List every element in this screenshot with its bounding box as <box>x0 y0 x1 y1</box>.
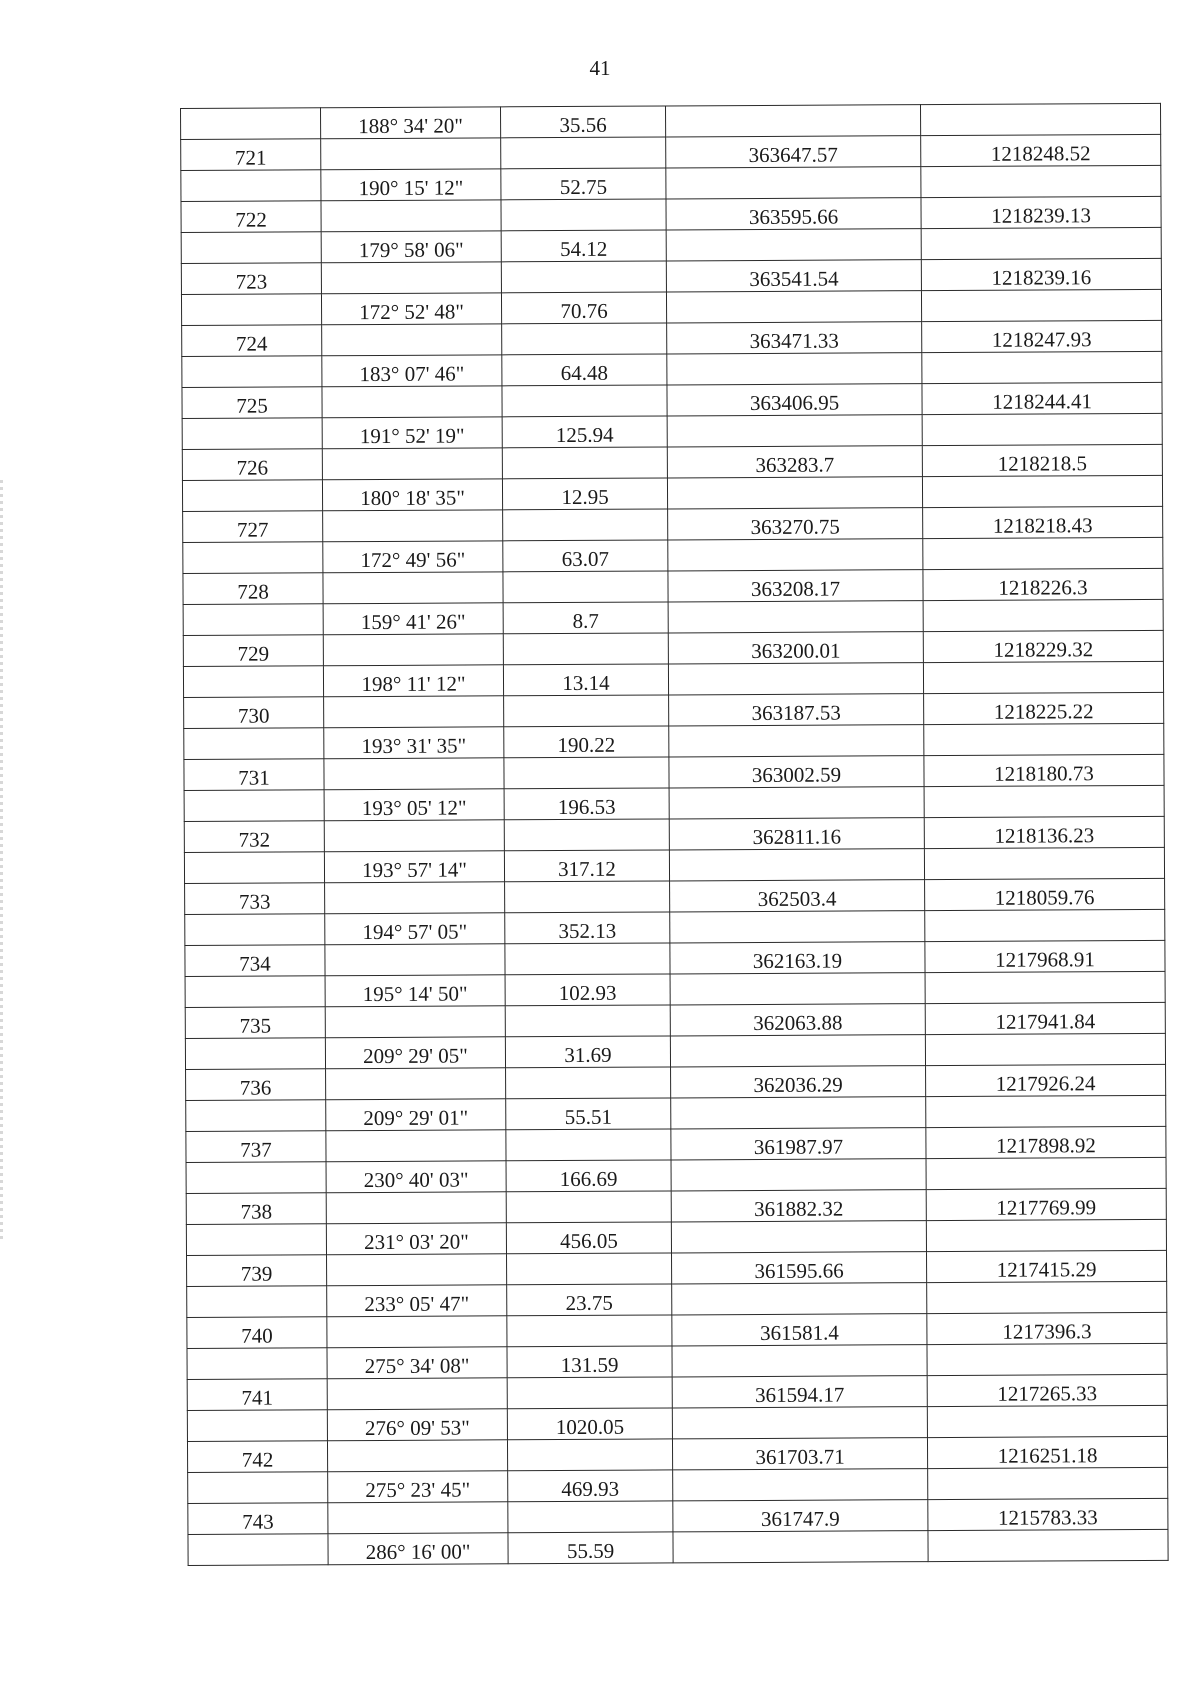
station-row <box>182 444 1162 480</box>
distance-cell: 190.22 <box>504 726 669 758</box>
bearing-cell: 193° 57' 14" <box>324 851 504 883</box>
station-cell <box>187 1348 327 1380</box>
station-cell <box>182 480 322 512</box>
traverse-line-row <box>184 723 1164 759</box>
distance-cell <box>502 385 667 417</box>
station-row <box>186 1126 1166 1162</box>
distance-cell <box>505 1005 670 1037</box>
station-cell: 731 <box>184 759 324 791</box>
distance-cell <box>504 695 669 727</box>
station-cell: 740 <box>187 1317 327 1349</box>
northing-cell <box>672 1283 927 1315</box>
distance-cell: 166.69 <box>506 1160 671 1192</box>
station-row <box>186 1064 1166 1100</box>
traverse-line-row <box>181 227 1161 263</box>
easting-cell <box>924 847 1164 879</box>
easting-cell <box>921 227 1161 259</box>
bearing-cell <box>323 572 503 604</box>
northing-cell: 363283.7 <box>667 446 922 478</box>
station-cell: 739 <box>187 1255 327 1287</box>
easting-cell <box>923 599 1163 631</box>
traverse-line-row <box>181 165 1161 201</box>
station-row <box>187 1312 1167 1348</box>
bearing-cell <box>322 386 502 418</box>
northing-cell <box>668 539 923 571</box>
station-cell <box>185 976 325 1008</box>
distance-cell: 35.56 <box>500 106 665 138</box>
station-cell <box>184 852 324 884</box>
bearing-cell: 159° 41' 26" <box>323 603 503 635</box>
station-cell: 722 <box>181 201 321 233</box>
page-number: 41 <box>589 56 611 80</box>
station-cell: 734 <box>185 945 325 977</box>
distance-cell: 317.12 <box>504 850 669 882</box>
bearing-cell: 194° 57' 05" <box>325 913 505 945</box>
northing-cell <box>671 1159 926 1191</box>
easting-cell: 1218180.73 <box>924 754 1164 786</box>
station-row <box>184 692 1164 728</box>
easting-cell <box>926 1157 1166 1189</box>
station-cell: 741 <box>187 1379 327 1411</box>
station-row <box>183 506 1163 542</box>
station-cell <box>188 1472 328 1504</box>
bearing-cell <box>327 1316 507 1348</box>
station-cell: 730 <box>184 697 324 729</box>
traverse-line-row <box>183 599 1163 635</box>
distance-cell: 64.48 <box>502 354 667 386</box>
station-row <box>183 630 1163 666</box>
station-row <box>187 1374 1167 1410</box>
distance-cell: 1020.05 <box>507 1408 672 1440</box>
traverse-line-row <box>186 1095 1166 1131</box>
northing-cell: 361703.71 <box>672 1438 927 1470</box>
easting-cell: 1218229.32 <box>923 630 1163 662</box>
northing-cell: 363541.54 <box>666 260 921 292</box>
easting-cell: 1217396.3 <box>927 1312 1167 1344</box>
traverse-line-row <box>181 289 1161 325</box>
station-cell: 725 <box>182 387 322 419</box>
traverse-line-row <box>184 785 1164 821</box>
station-cell <box>182 356 322 388</box>
northing-cell: 362503.4 <box>670 880 925 912</box>
station-row <box>181 258 1161 294</box>
easting-cell: 1217415.29 <box>926 1250 1166 1282</box>
distance-cell <box>505 943 670 975</box>
easting-cell: 1217941.84 <box>925 1002 1165 1034</box>
northing-cell <box>669 787 924 819</box>
distance-cell <box>507 1439 672 1471</box>
easting-cell <box>922 413 1162 445</box>
station-row <box>184 816 1164 852</box>
traverse-line-row <box>188 1529 1168 1565</box>
bearing-cell: 172° 49' 56" <box>323 541 503 573</box>
distance-cell <box>501 261 666 293</box>
traverse-line-row <box>181 103 1161 139</box>
distance-cell: 23.75 <box>507 1284 672 1316</box>
northing-cell: 363595.66 <box>666 198 921 230</box>
traverse-line-row <box>185 971 1165 1007</box>
bearing-cell <box>327 1254 507 1286</box>
station-cell <box>183 604 323 636</box>
easting-cell <box>920 103 1160 135</box>
bearing-cell <box>326 1130 506 1162</box>
northing-cell: 361987.97 <box>671 1128 926 1160</box>
easting-cell: 1218136.23 <box>924 816 1164 848</box>
easting-cell: 1218244.41 <box>922 382 1162 414</box>
bearing-cell <box>326 1192 506 1224</box>
bearing-cell: 230° 40' 03" <box>326 1161 506 1193</box>
table-body <box>181 103 1169 1565</box>
northing-cell <box>672 1407 927 1439</box>
northing-cell <box>673 1531 928 1563</box>
station-cell: 737 <box>186 1131 326 1163</box>
northing-cell: 363200.01 <box>668 632 923 664</box>
bearing-cell <box>326 1068 506 1100</box>
northing-cell <box>666 229 921 261</box>
easting-cell <box>927 1343 1167 1375</box>
distance-cell: 13.14 <box>503 664 668 696</box>
traverse-line-row <box>185 1033 1165 1069</box>
station-row <box>186 1188 1166 1224</box>
bearing-cell <box>323 510 503 542</box>
station-cell: 727 <box>183 511 323 543</box>
northing-cell <box>667 353 922 385</box>
easting-cell: 1215783.33 <box>928 1498 1168 1530</box>
station-cell: 743 <box>188 1503 328 1535</box>
easting-cell <box>921 165 1161 197</box>
bearing-cell: 180° 18' 35" <box>322 479 502 511</box>
traverse-line-row <box>183 537 1163 573</box>
bearing-cell: 191° 52' 19" <box>322 417 502 449</box>
northing-cell: 363406.95 <box>667 384 922 416</box>
bearing-cell: 195° 14' 50" <box>325 975 505 1007</box>
easting-cell: 1218239.13 <box>921 196 1161 228</box>
northing-cell <box>671 1221 926 1253</box>
station-row <box>183 568 1163 604</box>
bearing-cell: 233° 05' 47" <box>327 1285 507 1317</box>
northing-cell: 362063.88 <box>670 1004 925 1036</box>
bearing-cell: 275° 23' 45" <box>328 1471 508 1503</box>
distance-cell: 70.76 <box>501 292 666 324</box>
station-cell: 724 <box>182 325 322 357</box>
bearing-cell: 198° 11' 12" <box>323 665 503 697</box>
distance-cell: 469.93 <box>508 1470 673 1502</box>
station-cell <box>182 418 322 450</box>
station-cell <box>188 1534 328 1566</box>
northing-cell <box>668 601 923 633</box>
easting-cell <box>924 723 1164 755</box>
bearing-cell: 183° 07' 46" <box>322 355 502 387</box>
bearing-cell: 209° 29' 05" <box>325 1037 505 1069</box>
northing-cell <box>667 477 922 509</box>
northing-cell <box>670 1035 925 1067</box>
easting-cell <box>925 971 1165 1003</box>
easting-cell <box>925 909 1165 941</box>
northing-cell: 362163.19 <box>670 942 925 974</box>
distance-cell <box>502 323 667 355</box>
bearing-cell: 276° 09' 53" <box>327 1409 507 1441</box>
traverse-line-row <box>187 1405 1167 1441</box>
bearing-cell <box>322 324 502 356</box>
bearing-cell: 188° 34' 20" <box>321 107 501 139</box>
distance-cell <box>506 1129 671 1161</box>
distance-cell <box>506 1067 671 1099</box>
station-row <box>182 382 1162 418</box>
distance-cell: 63.07 <box>503 540 668 572</box>
station-cell <box>181 108 321 140</box>
northing-cell: 363270.75 <box>668 508 923 540</box>
northing-cell: 362811.16 <box>669 818 924 850</box>
bearing-cell <box>327 1378 507 1410</box>
distance-cell <box>506 1191 671 1223</box>
station-cell <box>186 1162 326 1194</box>
distance-cell <box>505 881 670 913</box>
easting-cell <box>926 1095 1166 1127</box>
station-row <box>181 134 1161 170</box>
easting-cell: 1218226.3 <box>923 568 1163 600</box>
distance-cell <box>507 1253 672 1285</box>
traverse-line-row <box>187 1281 1167 1317</box>
easting-cell <box>927 1405 1167 1437</box>
northing-cell: 361594.17 <box>672 1376 927 1408</box>
station-row <box>185 1002 1165 1038</box>
station-cell <box>184 728 324 760</box>
traverse-line-row <box>182 351 1162 387</box>
survey-coordinate-table <box>180 103 1169 1566</box>
distance-cell: 196.53 <box>504 788 669 820</box>
station-cell <box>181 232 321 264</box>
traverse-line-row <box>183 661 1163 697</box>
easting-cell: 1218248.52 <box>921 134 1161 166</box>
easting-cell <box>926 1219 1166 1251</box>
distance-cell: 125.94 <box>502 416 667 448</box>
northing-cell <box>673 1469 928 1501</box>
easting-cell <box>924 785 1164 817</box>
easting-cell: 1216251.18 <box>927 1436 1167 1468</box>
traverse-line-row <box>188 1467 1168 1503</box>
distance-cell <box>503 509 668 541</box>
distance-cell <box>503 571 668 603</box>
bearing-cell: 193° 05' 12" <box>324 789 504 821</box>
bearing-cell <box>323 634 503 666</box>
northing-cell <box>669 725 924 757</box>
station-row <box>188 1498 1168 1534</box>
bearing-cell: 231° 03' 20" <box>326 1223 506 1255</box>
easting-cell: 1218218.5 <box>922 444 1162 476</box>
northing-cell: 363208.17 <box>668 570 923 602</box>
easting-cell: 1217769.99 <box>926 1188 1166 1220</box>
northing-cell: 362036.29 <box>671 1066 926 1098</box>
station-cell <box>183 542 323 574</box>
bearing-cell <box>324 758 504 790</box>
easting-cell: 1217898.92 <box>926 1126 1166 1158</box>
distance-cell: 8.7 <box>503 602 668 634</box>
station-cell <box>183 666 323 698</box>
northing-cell <box>669 849 924 881</box>
distance-cell: 31.69 <box>505 1036 670 1068</box>
bearing-cell <box>328 1502 508 1534</box>
station-cell: 726 <box>182 449 322 481</box>
distance-cell <box>508 1501 673 1533</box>
station-cell <box>187 1286 327 1318</box>
distance-cell <box>504 819 669 851</box>
station-cell: 728 <box>183 573 323 605</box>
easting-cell <box>921 289 1161 321</box>
distance-cell: 102.93 <box>505 974 670 1006</box>
traverse-line-row <box>186 1219 1166 1255</box>
station-cell: 723 <box>181 263 321 295</box>
bearing-cell: 286° 16' 00" <box>328 1533 508 1565</box>
distance-cell: 55.51 <box>506 1098 671 1130</box>
distance-cell <box>503 633 668 665</box>
station-cell <box>185 914 325 946</box>
distance-cell: 131.59 <box>507 1346 672 1378</box>
easting-cell: 1217926.24 <box>926 1064 1166 1096</box>
northing-cell <box>668 663 923 695</box>
traverse-line-row <box>182 475 1162 511</box>
station-cell: 729 <box>183 635 323 667</box>
station-cell: 742 <box>187 1441 327 1473</box>
northing-cell: 361747.9 <box>673 1500 928 1532</box>
station-cell <box>185 1038 325 1070</box>
bearing-cell: 275° 34' 08" <box>327 1347 507 1379</box>
northing-cell: 361595.66 <box>672 1252 927 1284</box>
bearing-cell <box>321 262 501 294</box>
station-cell <box>186 1100 326 1132</box>
station-cell <box>181 170 321 202</box>
easting-cell: 1218059.76 <box>925 878 1165 910</box>
distance-cell <box>507 1377 672 1409</box>
bearing-cell <box>321 138 501 170</box>
bearing-cell: 209° 29' 01" <box>326 1099 506 1131</box>
bearing-cell <box>324 696 504 728</box>
easting-cell: 1217265.33 <box>927 1374 1167 1406</box>
easting-cell <box>927 1281 1167 1313</box>
bearing-cell: 179° 58' 06" <box>321 231 501 263</box>
station-cell: 735 <box>185 1007 325 1039</box>
easting-cell: 1218218.43 <box>923 506 1163 538</box>
bearing-cell <box>327 1440 507 1472</box>
station-row <box>187 1250 1167 1286</box>
easting-cell <box>922 475 1162 507</box>
northing-cell <box>670 973 925 1005</box>
northing-cell: 363471.33 <box>667 322 922 354</box>
bearing-cell <box>325 944 505 976</box>
bearing-cell <box>324 820 504 852</box>
station-cell: 721 <box>181 139 321 171</box>
northing-cell <box>667 415 922 447</box>
bearing-cell <box>321 200 501 232</box>
distance-cell: 12.95 <box>502 478 667 510</box>
northing-cell <box>665 105 920 137</box>
station-cell <box>187 1410 327 1442</box>
distance-cell: 54.12 <box>501 230 666 262</box>
easting-cell <box>923 661 1163 693</box>
station-cell: 738 <box>186 1193 326 1225</box>
station-row <box>184 754 1164 790</box>
northing-cell: 363002.59 <box>669 756 924 788</box>
bearing-cell <box>322 448 502 480</box>
distance-cell: 52.75 <box>501 168 666 200</box>
easting-cell <box>928 1467 1168 1499</box>
station-row <box>182 320 1162 356</box>
distance-cell <box>501 137 666 169</box>
easting-cell: 1218247.93 <box>922 320 1162 352</box>
easting-cell <box>928 1529 1168 1561</box>
traverse-line-row <box>184 847 1164 883</box>
station-cell: 733 <box>185 883 325 915</box>
easting-cell: 1217968.91 <box>925 940 1165 972</box>
station-row <box>185 940 1165 976</box>
northing-cell: 363647.57 <box>666 136 921 168</box>
bearing-cell: 172° 52' 48" <box>321 293 501 325</box>
station-row <box>187 1436 1167 1472</box>
station-cell <box>184 790 324 822</box>
traverse-line-row <box>186 1157 1166 1193</box>
northing-cell: 363187.53 <box>669 694 924 726</box>
northing-cell <box>672 1345 927 1377</box>
bearing-cell <box>325 1006 505 1038</box>
station-cell: 732 <box>184 821 324 853</box>
distance-cell: 55.59 <box>508 1532 673 1564</box>
distance-cell <box>501 199 666 231</box>
distance-cell <box>504 757 669 789</box>
bearing-cell: 193° 31' 35" <box>324 727 504 759</box>
traverse-line-row <box>182 413 1162 449</box>
station-row <box>181 196 1161 232</box>
station-row <box>185 878 1165 914</box>
northing-cell <box>666 167 921 199</box>
distance-cell: 456.05 <box>506 1222 671 1254</box>
distance-cell <box>507 1315 672 1347</box>
station-cell <box>186 1224 326 1256</box>
northing-cell: 361581.4 <box>672 1314 927 1346</box>
northing-cell <box>671 1097 926 1129</box>
traverse-line-row <box>187 1343 1167 1379</box>
northing-cell: 361882.32 <box>671 1190 926 1222</box>
scan-edge-artifact <box>0 480 3 1240</box>
distance-cell: 352.13 <box>505 912 670 944</box>
station-cell <box>181 294 321 326</box>
easting-cell <box>923 537 1163 569</box>
easting-cell: 1218225.22 <box>924 692 1164 724</box>
bearing-cell <box>325 882 505 914</box>
easting-cell <box>922 351 1162 383</box>
easting-cell <box>925 1033 1165 1065</box>
traverse-line-row <box>185 909 1165 945</box>
easting-cell: 1218239.16 <box>921 258 1161 290</box>
distance-cell <box>502 447 667 479</box>
bearing-cell: 190° 15' 12" <box>321 169 501 201</box>
northing-cell <box>666 291 921 323</box>
station-cell: 736 <box>186 1069 326 1101</box>
northing-cell <box>670 911 925 943</box>
